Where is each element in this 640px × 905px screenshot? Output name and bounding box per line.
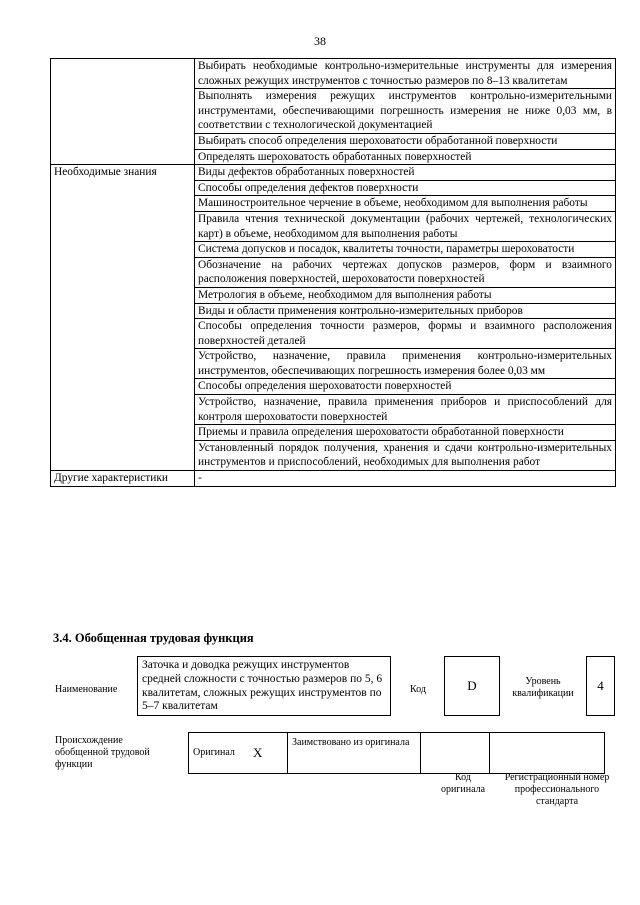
knowledge-item: Виды дефектов обработанных поверхностей <box>195 165 616 181</box>
knowledge-item: Виды и области применения контрольно-измерительных приборов <box>195 303 616 319</box>
reg-num-label: Регистрационный номер профессионального стандарта <box>504 772 610 807</box>
knowledge-item: Установленный порядок получения, хранения и сдачи контрольно-измерительных инструментов и приспособлений, необходимых для выполнения работ <box>195 440 616 470</box>
origin-table <box>188 732 605 774</box>
knowledge-item: Метрология в объеме, необходимом для выполнения работы <box>195 287 616 303</box>
section-title: 3.4. Обобщенная трудовая функция <box>53 631 254 645</box>
knowledge-item: Способы определения шероховатости поверхностей <box>195 379 616 395</box>
knowledge-item: Устройство, назначение, правила применения контрольно-измерительных инструментов, обеспечивающих погрешность измерения более 0,03 мм <box>195 349 616 379</box>
knowledge-item: Способы определения точности размеров, формы и взаимного расположения поверхностей деталей <box>195 319 616 349</box>
page-number: 38 <box>314 34 326 48</box>
knowledge-label: Необходимые знания <box>51 165 195 471</box>
other-value: - <box>195 471 616 487</box>
table-row <box>51 471 616 487</box>
original-label: Оригинал <box>189 733 250 774</box>
code-orig-label: Код оригинала <box>440 772 486 795</box>
knowledge-item: Правила чтения технической документации (рабочих чертежей, технологических карт) в объеме, необходимом для выполнения работы <box>195 211 616 241</box>
skill-item: Выбирать необходимые контрольно-измерительные инструменты для измерения сложных режущих инструментов с точностью размеров по 8–13 квалитетам <box>195 59 616 89</box>
origin-label: Происхождение обобщенной трудовой функции <box>55 735 150 770</box>
code-label: Код <box>410 684 426 695</box>
empty-label-cell <box>51 59 195 165</box>
code-value: D <box>444 656 500 716</box>
table-row <box>51 59 616 89</box>
original-mark: X <box>249 733 288 774</box>
knowledge-item: Обозначение на рабочих чертежах допусков размеров, форм и взаимного расположения поверхностей, шероховатости поверхностей <box>195 257 616 287</box>
knowledge-item: Способы определения дефектов поверхности <box>195 180 616 196</box>
level-label: Уровень квалификации <box>512 676 574 699</box>
skill-item: Выполнять измерения режущих инструментов контрольно-измерительными инструментами, обеспечивающими погрешность измерения не ниже 0,03 мм, в соответствии с технологической документацией <box>195 89 616 134</box>
name-label: Наименование <box>55 684 118 695</box>
table-row <box>51 165 616 181</box>
knowledge-item: Машиностроительное черчение в объеме, необходимом для выполнения работы <box>195 196 616 212</box>
knowledge-item: Система допусков и посадок, квалитеты точности, параметры шероховатости <box>195 242 616 258</box>
level-value: 4 <box>586 656 615 716</box>
knowledge-item: Приемы и правила определения шероховатости обработанной поверхности <box>195 425 616 441</box>
knowledge-item: Устройство, назначение, правила применения приборов и приспособлений для контроля шероховатости поверхностей <box>195 395 616 425</box>
other-label: Другие характеристики <box>51 471 195 487</box>
skill-item: Выбирать способ определения шероховатости обработанной поверхности <box>195 133 616 149</box>
table-row <box>189 733 605 774</box>
skill-item: Определять шероховатость обработанных поверхностей <box>195 149 616 165</box>
code-orig-cell <box>421 733 490 774</box>
borrowed-label: Заимствовано из оригинала <box>288 733 421 774</box>
knowledge-table <box>50 58 616 487</box>
reg-num-cell <box>490 733 605 774</box>
name-value: Заточка и доводка режущих инструментов средней сложности с точностью размеров по 5, 6 квалитетам, сложных режущих инструментов по 5–7 квалитетам <box>137 656 391 716</box>
